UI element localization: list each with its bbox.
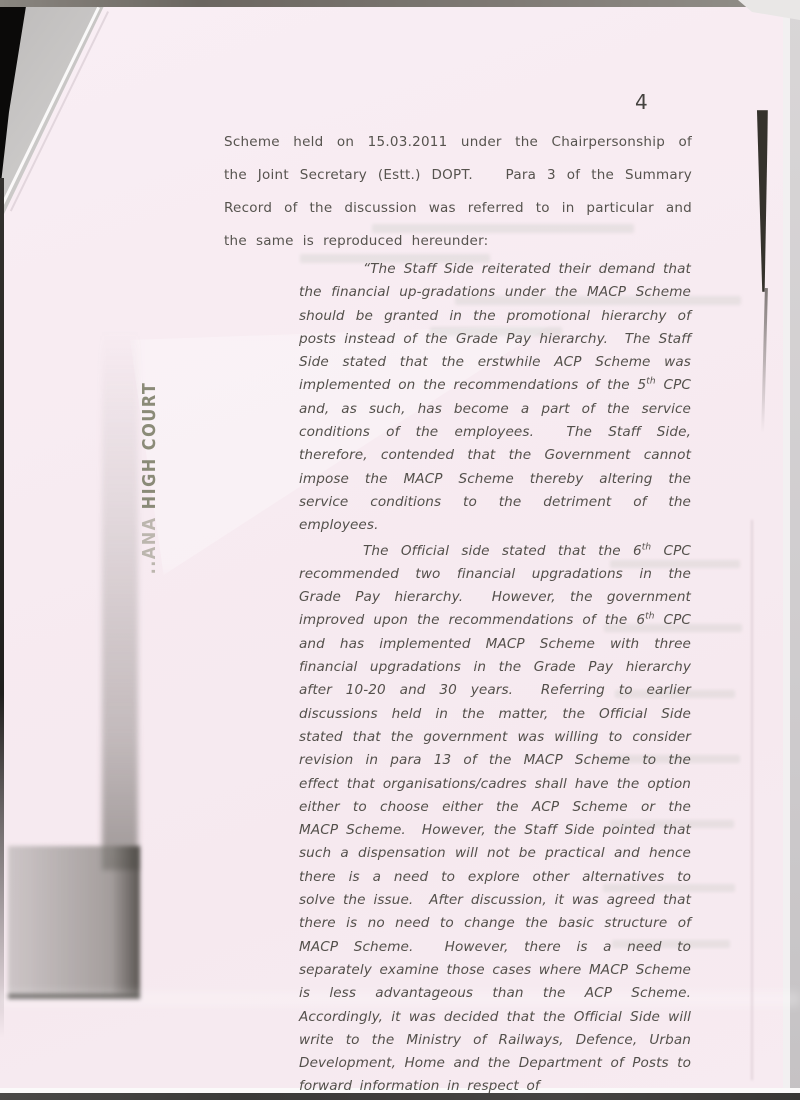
ink-streak-artifact <box>756 110 768 292</box>
ordinal-superscript: th <box>646 376 656 387</box>
page-right-edge-highlight <box>783 0 790 1100</box>
page-right-edge-shadow <box>790 0 800 1100</box>
vertical-crease <box>751 520 753 1080</box>
scan-edge-top <box>0 0 800 7</box>
quote-p2-text: CPC recommended two financial upgradations in the Grade Pay hierarchy. However, the government improved upon the recommendations of the 6 <box>299 542 699 629</box>
ink-streak-tail <box>761 288 768 433</box>
quote-paragraph-2 <box>299 540 707 1099</box>
photocopy-smudge-band <box>102 330 138 870</box>
stamp-faint-text: ..ANA <box>140 516 160 575</box>
quote-p2-text: The Official side stated that the 6 <box>363 542 642 559</box>
scan-edge-left-line <box>0 178 4 1038</box>
ordinal-superscript: th <box>641 542 652 553</box>
quote-p2-text: CPC and has implemented MACP Scheme with three financial upgradations in the Grade Pay hierarchy after 10-20 and 30 years. Referring to earlier discussions held in the matter, the Official Side stated that the government was willing to consider revision in para 13 of the MACP Scheme to the effect that organisations/cadres shall have the option either to choose either the ACP Scheme or the MACP Scheme. However, the Staff Side pointed that such a dispensation will not be practical and hence there is a need to explore other alternatives to solve the issue. After discussion, it was agreed that there is no need to change the basic structure of MACP Scheme. However, there is a need to separately examine those cases where MACP Scheme is less advantageous than the ACP Scheme. Accordingly, it was decided that the Official Side will write to the Ministry of Railways, Defence, Urban Development, Home and the Department of Posts to forward information in respect of <box>299 612 707 1095</box>
stamp-main-text: HIGH COURT <box>140 381 160 517</box>
intro-paragraph: Scheme held on 15.03.2011 under the Chairpersonship of the Joint Secretary (Estt.) DOPT. Para 3 of the Summary Record of the discussion was referred to in particular and the same is reproduced hereunder: <box>224 134 702 249</box>
top-right-corner-notch <box>738 0 800 20</box>
quote-p1-text: CPC and, as such, has become a part of the service conditions of the employees. The Staff Side, therefore, contended that the Government cannot impose the MACP Scheme thereby altering the service conditions to the detriment of the employees. <box>299 377 699 534</box>
quote-p1-text: “The Staff Side reiterated their demand that the financial up-gradations under the MACP Scheme should be granted in the promotional hierarchy of posts instead of the Grade Pay hierarchy. The Staff Side stated that the erstwhile ACP Scheme was implemented on the recommendations of the 5 <box>299 261 699 394</box>
page-number: 4 <box>635 90 649 114</box>
photocopy-smudge-block <box>8 846 140 999</box>
ordinal-superscript: th <box>645 611 655 622</box>
high-court-stamp <box>140 382 160 575</box>
quote-paragraph-1 <box>299 258 699 538</box>
quoted-summary-record <box>299 258 707 1100</box>
folded-corner-underlay <box>0 0 230 260</box>
